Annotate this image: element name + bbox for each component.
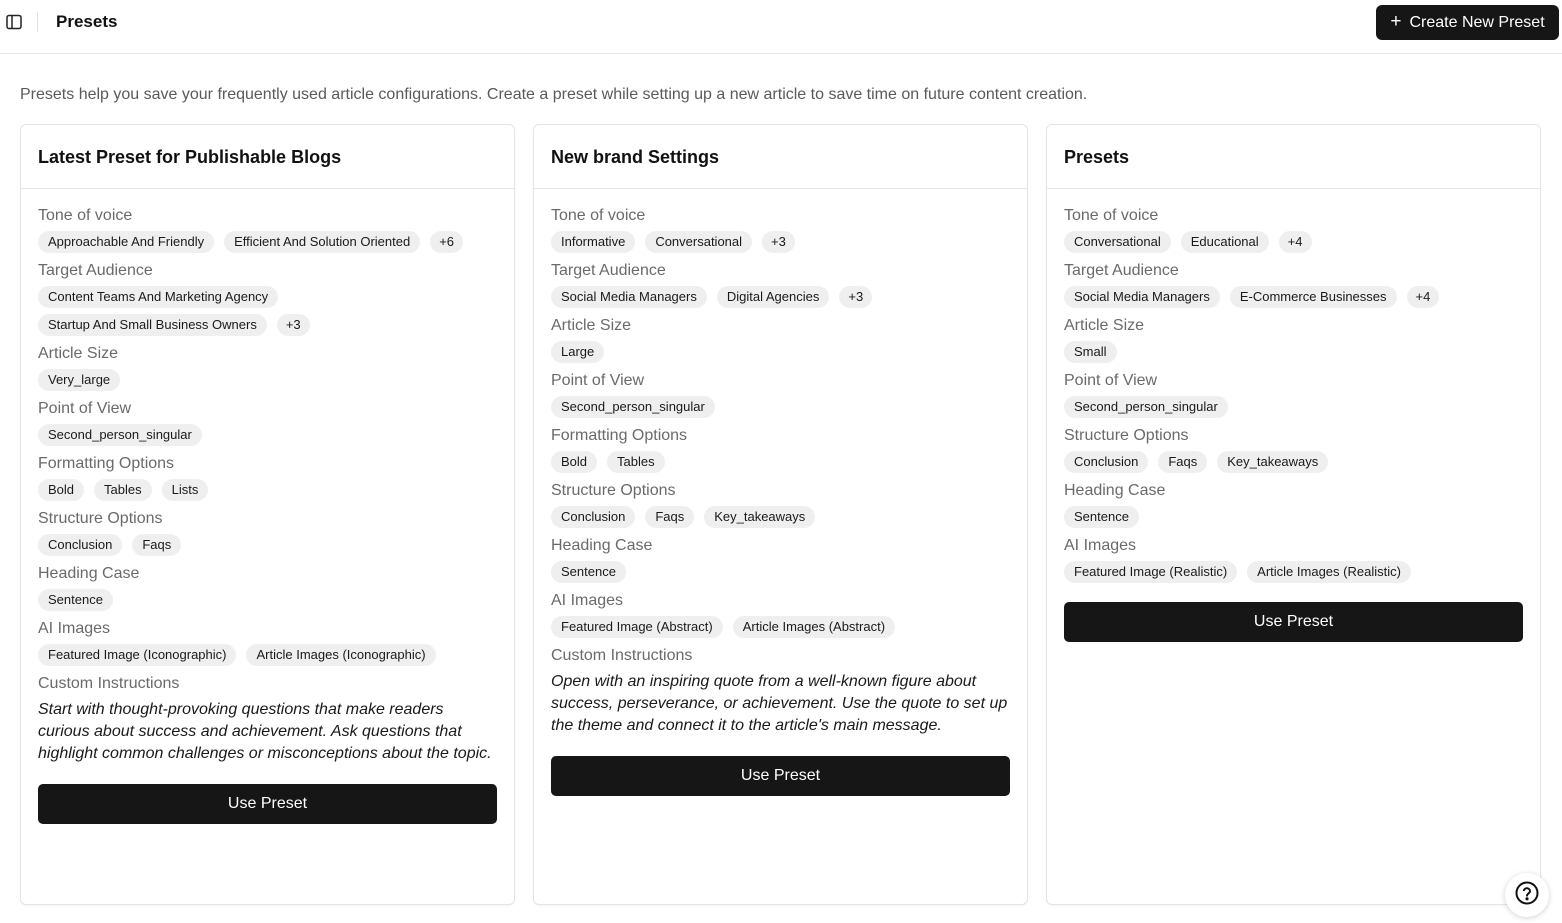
custom-instructions-section <box>551 647 1010 737</box>
chip: Conversational <box>1064 231 1171 253</box>
point-of-view-section <box>551 372 1010 418</box>
section-label: Point of View <box>38 400 132 417</box>
preset-title: Presets <box>1064 147 1130 167</box>
chip: Key_takeaways <box>704 506 815 528</box>
section-label: Article Size <box>38 345 119 362</box>
section-label: Custom Instructions <box>551 647 693 664</box>
chip: Efficient And Solution Oriented <box>224 231 420 253</box>
target-audience-section <box>551 262 1010 308</box>
custom-instructions-text: Start with thought-provoking questions that make readers curious about success and achievement. Ask questions that highlight common challenges or misconceptions about the topic. <box>38 701 492 762</box>
chip: Second_person_singular <box>1064 396 1228 418</box>
chip: Sentence <box>38 589 113 611</box>
help-circle-icon <box>1514 880 1540 911</box>
chip: Social Media Managers <box>551 286 707 308</box>
heading-case-section <box>38 565 497 611</box>
article-size-section <box>38 345 497 391</box>
section-label: Formatting Options <box>38 455 175 472</box>
article-size-section <box>1064 317 1523 363</box>
section-label: Formatting Options <box>551 427 688 444</box>
preset-card <box>20 124 515 905</box>
chip: Article Images (Abstract) <box>733 616 895 638</box>
chip: Second_person_singular <box>551 396 715 418</box>
section-label: Article Size <box>1064 317 1145 334</box>
chip: Conclusion <box>1064 451 1148 473</box>
tone-of-voice-section <box>1064 207 1523 253</box>
section-label: Heading Case <box>38 565 140 582</box>
section-label: Heading Case <box>551 537 653 554</box>
section-label: Point of View <box>551 372 645 389</box>
custom-instructions-text: Open with an inspiring quote from a well-known figure about success, perseverance, or achievement. Use the quote to set up the theme and connect it to the article's main message. <box>551 673 1008 734</box>
section-label: Tone of voice <box>1064 207 1159 224</box>
chip: Informative <box>551 231 635 253</box>
tone-of-voice-section <box>38 207 497 253</box>
top-bar <box>0 0 1562 54</box>
section-label: Structure Options <box>38 510 163 527</box>
use-preset-button[interactable]: Use Preset <box>551 756 1010 796</box>
create-new-preset-label: Create New Preset <box>1409 13 1545 31</box>
preset-card-body <box>1047 189 1540 642</box>
section-label: AI Images <box>551 592 624 609</box>
more-chip: +3 <box>839 286 872 308</box>
chip: Featured Image (Realistic) <box>1064 561 1237 583</box>
tone-of-voice-section <box>551 207 1010 253</box>
page-title: Presets <box>56 12 118 31</box>
chip: Second_person_singular <box>38 424 202 446</box>
chip: Faqs <box>1158 451 1207 473</box>
chip: Article Images (Realistic) <box>1247 561 1411 583</box>
chip: Key_takeaways <box>1217 451 1328 473</box>
structure-options-section <box>551 482 1010 528</box>
chip: Social Media Managers <box>1064 286 1220 308</box>
chip: Approachable And Friendly <box>38 231 214 253</box>
section-label: Point of View <box>1064 372 1158 389</box>
chip: Lists <box>162 479 209 501</box>
chip: Very_large <box>38 369 120 391</box>
chip: Conversational <box>645 231 752 253</box>
ai-images-section <box>1064 537 1523 583</box>
chip: Article Images (Iconographic) <box>246 644 435 666</box>
preset-card-header <box>1047 125 1540 189</box>
chip: Educational <box>1181 231 1269 253</box>
section-label: Tone of voice <box>38 207 133 224</box>
ai-images-section <box>38 620 497 666</box>
structure-options-section <box>1064 427 1523 473</box>
structure-options-section <box>38 510 497 556</box>
point-of-view-section <box>1064 372 1523 418</box>
sidebar-toggle-icon[interactable] <box>5 13 23 31</box>
section-label: Target Audience <box>551 262 666 279</box>
chip: Sentence <box>551 561 626 583</box>
section-label: Structure Options <box>551 482 676 499</box>
chip: Faqs <box>132 534 181 556</box>
more-chip: +6 <box>430 231 463 253</box>
section-label: Structure Options <box>1064 427 1189 444</box>
target-audience-section <box>1064 262 1523 308</box>
section-label: Heading Case <box>1064 482 1166 499</box>
article-size-section <box>551 317 1010 363</box>
formatting-options-section <box>38 455 497 501</box>
chip: Tables <box>94 479 152 501</box>
create-new-preset-button[interactable] <box>1376 5 1559 40</box>
heading-case-section <box>1064 482 1523 528</box>
heading-case-section <box>551 537 1010 583</box>
chip: Conclusion <box>551 506 635 528</box>
section-label: Article Size <box>551 317 632 334</box>
preset-card-header <box>21 125 514 189</box>
chip: Digital Agencies <box>717 286 830 308</box>
section-label: Target Audience <box>1064 262 1179 279</box>
chip: Small <box>1064 341 1117 363</box>
section-label: Custom Instructions <box>38 675 180 692</box>
section-label: Target Audience <box>38 262 153 279</box>
help-button[interactable] <box>1505 873 1549 917</box>
ai-images-section <box>551 592 1010 638</box>
chip: Startup And Small Business Owners <box>38 314 267 336</box>
use-preset-button[interactable]: Use Preset <box>1064 602 1523 642</box>
preset-title: Latest Preset for Publishable Blogs <box>38 147 342 167</box>
intro-text: Presets help you save your frequently used article configurations. Create a preset while setting up a new article to save time on future content creation. <box>20 86 1088 103</box>
preset-card-body <box>534 189 1027 796</box>
chip: Content Teams And Marketing Agency <box>38 286 278 308</box>
more-chip: +3 <box>762 231 795 253</box>
preset-card <box>533 124 1028 905</box>
more-chip: +4 <box>1279 231 1312 253</box>
section-label: AI Images <box>38 620 111 637</box>
more-chip: +3 <box>277 314 310 336</box>
chip: Bold <box>551 451 597 473</box>
preset-title: New brand Settings <box>551 147 720 167</box>
chip: Faqs <box>645 506 694 528</box>
chip: Large <box>551 341 604 363</box>
preset-card-header <box>534 125 1027 189</box>
point-of-view-section <box>38 400 497 446</box>
section-label: Tone of voice <box>551 207 646 224</box>
chip: Conclusion <box>38 534 122 556</box>
preset-card-body <box>21 189 514 824</box>
target-audience-section <box>38 262 497 336</box>
chip: Tables <box>607 451 665 473</box>
more-chip: +4 <box>1407 286 1440 308</box>
use-preset-button[interactable]: Use Preset <box>38 784 497 824</box>
chip: E-Commerce Businesses <box>1230 286 1397 308</box>
chip: Sentence <box>1064 506 1139 528</box>
custom-instructions-section <box>38 675 497 765</box>
topbar-divider <box>37 12 38 32</box>
chip: Featured Image (Abstract) <box>551 616 723 638</box>
formatting-options-section <box>551 427 1010 473</box>
preset-card <box>1046 124 1541 905</box>
chip: Bold <box>38 479 84 501</box>
plus-icon: + <box>1390 11 1402 32</box>
section-label: AI Images <box>1064 537 1137 554</box>
chip: Featured Image (Iconographic) <box>38 644 236 666</box>
